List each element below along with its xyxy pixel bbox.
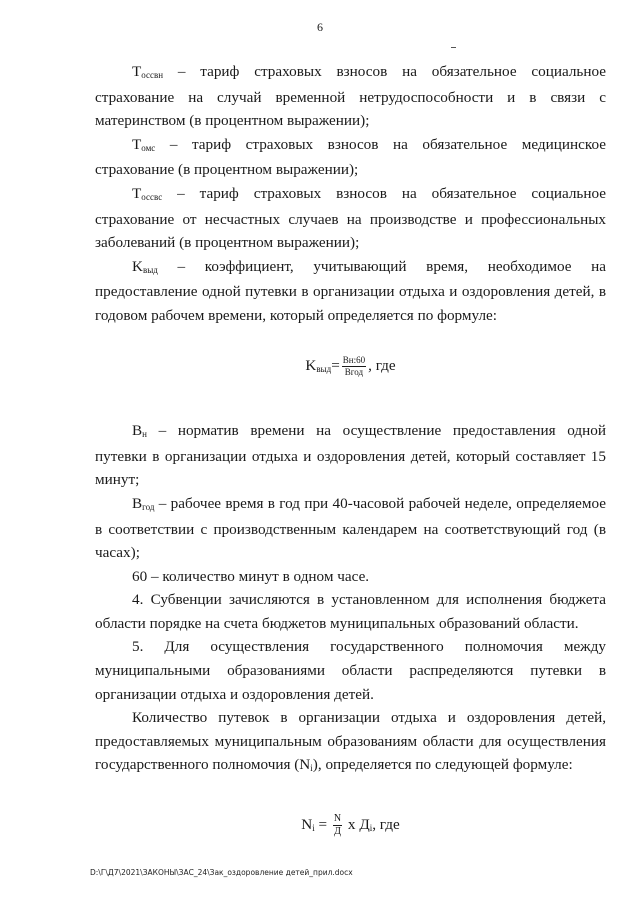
formula-lhs-sub: выд	[316, 363, 332, 374]
subscript: н	[142, 429, 147, 440]
symbol: B	[132, 494, 143, 512]
subscript: оссвс	[141, 191, 163, 202]
definition-text: – тариф страховых взносов на обязательное медицинское страхование (в процентном выражении);	[95, 135, 606, 179]
formula-eq: =	[331, 356, 340, 374]
file-path-footer: D:\Г\Д7\2021\ЗАКОНЫ\ЗАС_24\Зак_оздоровление детей_прил.docx	[90, 868, 353, 877]
paragraph-quantity	[95, 706, 606, 779]
formula-tail: , где	[368, 356, 396, 374]
formula-ni	[95, 813, 606, 839]
paragraph-subscript: i	[310, 763, 313, 774]
formula-fraction	[333, 813, 342, 838]
paragraph-5: 5. Для осуществления государственного полномочия между муниципальными образованиями области распределяются путевки в организации отдыха и оздоровления детей.	[95, 638, 606, 703]
fraction-numerator: Вн:60	[342, 354, 366, 365]
definition-k-vyd	[95, 255, 606, 328]
formula-eq: =	[314, 816, 331, 834]
paragraph-text-end: ), определяется по следующей формуле:	[312, 756, 573, 774]
paragraph-text: Количество путевок в организации отдыха и оздоровления детей, предоставляемых муниципальным образованиям области для осуществления государственного полномочия (N	[95, 709, 606, 774]
fraction-denominator: Вгод	[344, 366, 364, 377]
definition-text: – коэффициент, учитывающий время, необходимое на предоставление одной путевки в организации отдыха и оздоровления детей, в годовом рабочем времени, который определяется по формуле:	[95, 257, 606, 324]
definition-text: – тариф страховых взносов на обязательное социальное страхование от несчастных случаев на производстве и профессиональных заболеваний (в процентном выражении);	[95, 184, 606, 252]
definition-text: – норматив времени на осуществление предоставления одной путевки в организации отдыха и оздоровления детей, который составляет 15 минут;	[95, 422, 606, 489]
symbol: T	[132, 63, 142, 80]
scan-mark	[451, 47, 456, 48]
symbol: B	[132, 422, 143, 440]
formula-lhs: N	[301, 816, 313, 834]
formula-k-vyd	[95, 354, 606, 380]
definition-t-ossvn	[95, 60, 606, 133]
formula-lhs-sub: i	[312, 823, 315, 834]
definition-text: – рабочее время в год при 40-часовой рабочей неделе, определяемое в соответствии с производственным календарем на соответствующий год (в часах);	[95, 494, 606, 562]
definition-t-oms	[95, 133, 606, 182]
subscript: оссвн	[141, 70, 164, 80]
formula-mult: x Д	[344, 816, 370, 834]
paragraph-minutes: 60 – количество минут в одном часе.	[132, 567, 370, 585]
formula-fraction	[342, 355, 366, 378]
document-body	[95, 60, 606, 839]
page-number: 6	[317, 20, 323, 34]
symbol: T	[132, 135, 142, 153]
paragraph-4: 4. Субвенции зачисляются в установленном для исполнения бюджета области порядке на счета бюджетов муниципальных образований области.	[95, 591, 606, 632]
fraction-numerator: N	[333, 813, 342, 825]
definition-t-ossns	[95, 182, 606, 255]
subscript: год	[142, 501, 155, 512]
symbol: K	[132, 257, 143, 275]
definition-text: – тариф страховых взносов на обязательное социальное страхование на случай временной нетрудоспособности и в связи с материнством (в процентном выражении);	[95, 63, 606, 130]
formula-lhs: K	[305, 356, 317, 374]
formula-mult-sub: i	[369, 823, 373, 834]
definition-v-god	[95, 492, 606, 565]
symbol: T	[132, 184, 142, 202]
subscript: выд	[142, 264, 158, 275]
fraction-denominator: Д	[334, 826, 341, 838]
formula-tail: , где	[372, 816, 400, 834]
definition-v-n	[95, 419, 606, 492]
subscript: омс	[141, 142, 156, 153]
